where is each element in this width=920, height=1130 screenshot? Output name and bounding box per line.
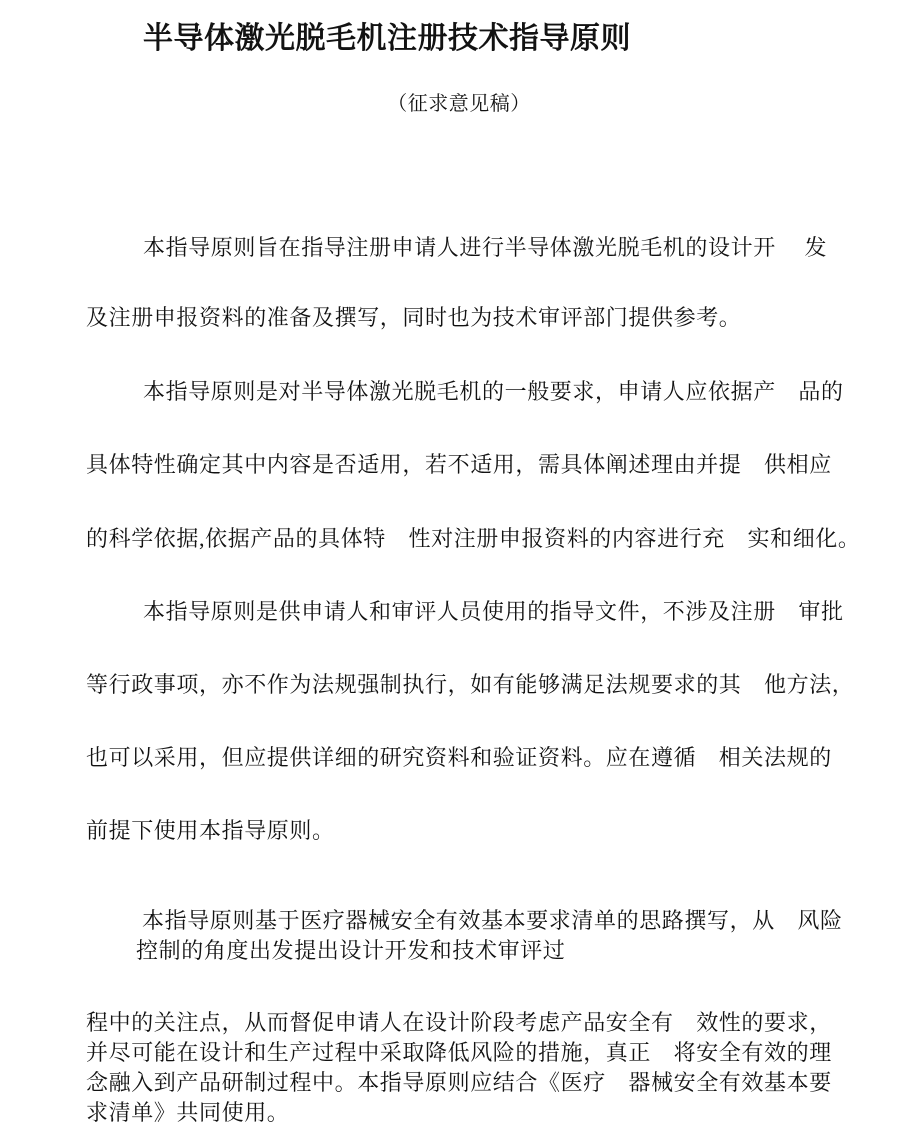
document-subtitle: （征求意见稿） xyxy=(387,93,531,115)
paragraph-5-line-4: 求清单》共同使用。 xyxy=(86,1100,290,1125)
paragraph-2-line-3: 的科学依据,依据产品的具体特 性对注册申报资料的内容进行充 实和细化。 xyxy=(86,526,861,551)
paragraph-3-line-1: 本指导原则是供申请人和审评人员使用的指导文件，不涉及注册 审批 xyxy=(143,599,844,624)
paragraph-5-line-3: 念融入到产品研制过程中。本指导原则应结合《医疗 器械安全有效基本要 xyxy=(86,1070,832,1095)
paragraph-3-line-4: 前提下使用本指导原则。 xyxy=(86,818,335,843)
paragraph-3-line-3: 也可以采用，但应提供详细的研究资料和验证资料。应在遵循 相关法规的 xyxy=(86,745,832,770)
document-title: 半导体激光脱毛机注册技术指导原则 xyxy=(143,22,631,55)
paragraph-3-line-2: 等行政事项，亦不作为法规强制执行，如有能够满足法规要求的其 他方法， xyxy=(86,672,855,697)
paragraph-2-line-2: 具体特性确定其中内容是否适用，若不适用，需具体阐述理由并提 供相应 xyxy=(86,452,832,477)
paragraph-1-line-1: 本指导原则旨在指导注册申请人进行半导体激光脱毛机的设计开 发 xyxy=(143,235,828,260)
paragraph-4-line-2: 控制的角度出发提出设计开发和技术审评过 xyxy=(136,938,566,963)
paragraph-5-line-2: 并尽可能在设计和生产过程中采取降低风险的措施，真正 将安全有效的理 xyxy=(86,1040,832,1065)
paragraph-2-line-1: 本指导原则是对半导体激光脱毛机的一般要求，申请人应依据产 品的 xyxy=(143,379,844,404)
paragraph-4-line-1: 本指导原则基于医疗器械安全有效基本要求清单的思路撰写，从 风险 xyxy=(142,908,843,933)
paragraph-1-line-2: 及注册申报资料的准备及撰写，同时也为技术审评部门提供参考。 xyxy=(86,305,742,330)
paragraph-5-line-1: 程中的关注点，从而督促申请人在设计阶段考虑产品安全有 效性的要求， xyxy=(86,1010,832,1035)
